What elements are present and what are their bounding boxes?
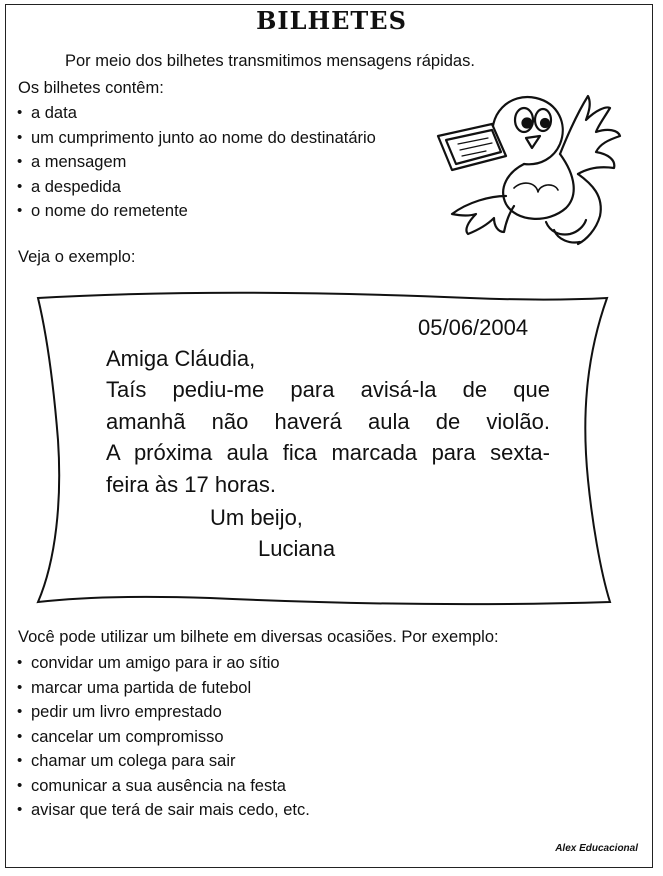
list-item: • convidar um amigo para ir ao sítio bbox=[16, 651, 310, 676]
note-date: 05/06/2004 bbox=[418, 315, 529, 340]
uses-list bbox=[16, 651, 310, 823]
list-item: • a despedida bbox=[16, 175, 376, 200]
list-item: • a data bbox=[16, 101, 376, 126]
bird-carrying-letter-icon bbox=[428, 84, 628, 254]
list-item: • o nome do remetente bbox=[16, 199, 376, 224]
note-body bbox=[106, 374, 550, 500]
contents-list bbox=[16, 101, 376, 224]
uses-label: Você pode utilizar um bilhete em diversas ocasiões. Por exemplo: bbox=[18, 628, 499, 646]
intro-text: Por meio dos bilhetes transmitimos mensagens rápidas. bbox=[65, 52, 475, 70]
list-item: • pedir um livro emprestado bbox=[16, 700, 310, 725]
note-sender: Luciana bbox=[258, 536, 336, 561]
note-greeting: Amiga Cláudia, bbox=[106, 346, 256, 371]
contains-label: Os bilhetes contêm: bbox=[18, 79, 164, 97]
list-item: • cancelar um compromisso bbox=[16, 725, 310, 750]
list-item: • comunicar a sua ausência na festa bbox=[16, 774, 310, 799]
note-body-line: amanhã não haverá aula de violão. bbox=[106, 408, 550, 434]
list-item: • a mensagem bbox=[16, 150, 376, 175]
list-item: • um cumprimento junto ao nome do destinatário bbox=[16, 126, 376, 151]
list-item: • marcar uma partida de futebol bbox=[16, 676, 310, 701]
example-label: Veja o exemplo: bbox=[18, 248, 136, 266]
list-item: • chamar um colega para sair bbox=[16, 749, 310, 774]
note-body-line: feira às 17 horas. bbox=[106, 471, 276, 497]
note-farewell: Um beijo, bbox=[210, 505, 303, 530]
page-title: BILHETES bbox=[256, 6, 407, 35]
list-item: • avisar que terá de sair mais cedo, etc. bbox=[16, 798, 310, 823]
publisher-credit: Alex Educacional bbox=[555, 843, 638, 854]
note-body-line: A próxima aula fica marcada para sexta- bbox=[106, 440, 550, 465]
note-body-line: Taís pediu-me para avisá-la de que bbox=[106, 377, 550, 402]
